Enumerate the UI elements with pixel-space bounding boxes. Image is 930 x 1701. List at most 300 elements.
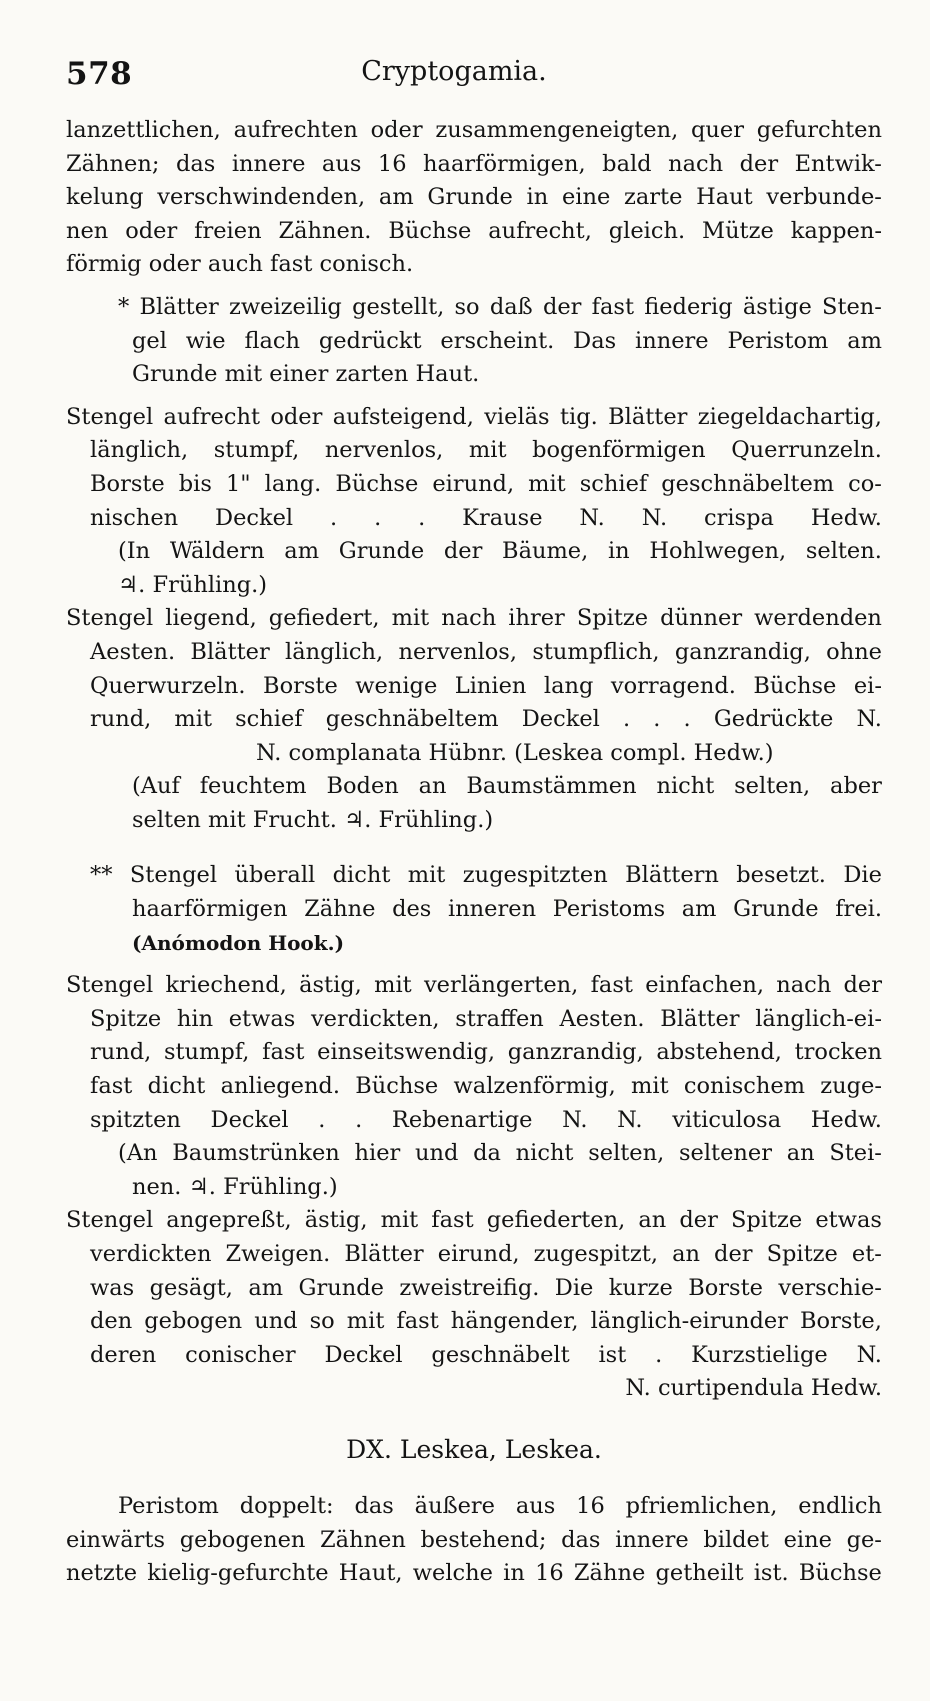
word: am [248,1274,284,1301]
word: netzte [66,1560,138,1587]
word: gebogen [144,1308,243,1335]
word: zugespitzten [462,862,608,889]
word: da [473,1140,501,1167]
word: ästig, [304,1207,368,1234]
word: walzenförmig, [453,1073,616,1100]
word: aus [321,150,362,177]
word: kurze [608,1274,673,1301]
text-line [66,893,882,927]
word: innere [615,1526,689,1553]
word: Stengel [129,862,218,889]
word: seltener [678,1140,772,1167]
word: nicht [515,1140,574,1167]
word: freien [194,217,262,244]
word: Boden [326,773,399,800]
word: kielig-gefurchte [147,1560,329,1587]
word: . [318,1106,326,1133]
text-line [66,291,882,325]
word: bildet [703,1526,769,1553]
word: eine [561,184,611,211]
word: einwärts [66,1526,166,1553]
word: Zähnen. [278,217,372,244]
word: Blätter [344,1241,424,1267]
word: Sten- [822,293,882,320]
word: Grunde [733,896,819,923]
section-heading: DX. Leskea, Leskea. [346,1434,602,1464]
word: pfriemlichen, [625,1492,778,1519]
word: länglich-eirunder [590,1308,788,1335]
word: Deckel [324,1341,403,1368]
word: und [254,1308,298,1335]
word: Spitze [766,1241,838,1267]
word: das [561,1526,601,1553]
word: Zähne [573,1560,646,1587]
word: tig. [559,403,598,430]
word: so [454,293,480,320]
word: verbunde- [766,184,882,211]
word: Aesten. [90,638,176,665]
word: nervenlos, [398,638,518,665]
word: erscheint. [440,327,555,354]
word: einseitswendig, [317,1039,496,1066]
word: nach [441,605,497,632]
word: ihrer [508,605,565,632]
word: verschie- [778,1274,882,1301]
word: Hohlwegen, [649,538,787,565]
word: länglich, [285,638,384,665]
body-text [66,114,882,1591]
word: verdickten [90,1241,212,1267]
text-line [66,325,882,359]
word: das [354,1492,394,1519]
word: gel [132,327,167,354]
word: Deckel [215,504,294,531]
text-line: Grunde mit einer zarten Haut. [132,361,480,388]
text-line [66,401,882,435]
word: dicht [147,1073,206,1100]
word: Rebenartige [391,1106,533,1133]
word: kappen- [790,217,882,244]
word: N. [579,504,605,531]
word: der [843,972,882,999]
word: geschnäbeltem [325,706,499,733]
word: 16 [576,1492,605,1519]
word: fast [591,293,634,320]
word: mit [380,1207,419,1234]
word: lang. [264,470,322,497]
text-line: selten mit Frucht. ♃. Frühling.) [132,806,494,833]
word: Wäldern [169,538,265,565]
word: Stengel [66,403,154,430]
word: hin [176,1005,214,1032]
word: Zweigen. [225,1241,331,1267]
word: ziegeldachartig, [697,403,882,430]
word: fast [90,1073,133,1100]
word: N. [617,1106,643,1133]
word: ästige [742,293,812,320]
word: N. [856,1341,882,1368]
word: aber [830,773,882,800]
word: eirund, [437,1241,520,1267]
word: kelung [66,184,144,211]
word: Zähnen; [66,150,160,177]
word: 16 [377,150,407,177]
text-line [66,1490,882,1524]
word: vorragend. [610,672,736,699]
word: werdenden [754,605,882,632]
word: Kurzstielige [691,1341,828,1368]
text-line [66,535,882,569]
word: hängender, [450,1308,579,1335]
word: gefurchten [756,117,882,143]
word: zweistreifig. [399,1274,540,1301]
word: ei- [853,672,882,699]
word: länglich-ei- [755,1005,882,1032]
word: Stengel [66,605,154,632]
text-line [66,181,882,215]
word: Borste [263,672,338,699]
word: der [443,538,483,565]
word: kriechend, [165,972,287,999]
text-line [66,1137,882,1171]
word: trocken [794,1039,882,1066]
word: Peristom [727,327,829,354]
word: fast [590,972,633,999]
word: Das [573,327,617,354]
word: ist. [753,1560,789,1587]
word: . [683,706,691,733]
text-line: förmig oder auch fast conisch. [66,251,414,278]
word: überall [234,862,316,889]
word: rund, [90,1039,152,1066]
word: ** [90,862,113,889]
word: aus [515,1492,556,1519]
word: angepreßt, [166,1207,292,1234]
word: frei. [835,896,882,923]
word: bogenförmigen [532,437,706,464]
word: Büchse [753,672,837,699]
word: Linien [454,672,527,699]
word: gefiederten, [486,1207,626,1234]
word: mit [407,862,446,889]
word: dünner [660,605,743,632]
word: Büchse [355,1073,439,1100]
word: Spitze [730,1207,803,1234]
word: Grunde [298,1274,384,1301]
word: mit [631,1073,669,1100]
text-line [66,1036,882,1070]
word: . [330,504,338,531]
word: länglich, [90,437,189,464]
word: fast [396,1308,439,1335]
word: wenige [355,672,438,699]
word: Büchse [798,1560,882,1587]
word: bestehend; [420,1526,547,1553]
text-line: N. complanata Hübnr. (Leskea compl. Hedw.) [256,739,774,766]
word: gesägt, [149,1274,233,1301]
word: 16 [535,1560,564,1587]
word: etwas [228,1005,296,1032]
word: anliegend. [220,1073,340,1100]
word: selten, [734,773,811,800]
text-line: (Anómodon Hook.) [132,930,345,955]
word: fiederig [644,293,733,320]
word: so [309,1308,335,1335]
word: den [90,1308,133,1335]
word: crispa [704,504,774,531]
word: nischen [90,504,179,531]
word: wie [185,327,226,354]
word: deren [90,1341,157,1368]
word: Peristoms [552,896,666,923]
word: Gedrückte [713,706,834,733]
word: Blätter [608,403,688,430]
word: und [415,1140,459,1167]
word: zarte [624,184,683,211]
word: in [607,538,630,565]
word: verlängerten, [423,972,579,999]
word: gleich. [608,217,686,244]
word: Stengel [66,972,154,999]
word: Querwurzeln. [90,672,246,699]
text-line: N. curtipendula Hedw. [625,1375,882,1402]
word: der [714,1241,753,1267]
word: ge- [846,1526,882,1553]
text-line [66,148,882,182]
text-line [66,1305,882,1339]
word: besetzt. [736,862,826,889]
word: aufsteigend, [332,403,474,430]
text-line [66,1524,882,1558]
word: an [638,1207,667,1234]
word: getheilt [655,1560,744,1587]
word: et- [851,1241,882,1267]
word: Zähne [304,896,376,923]
word: einfachen, [645,972,764,999]
word: lang [543,672,594,699]
word: endlich [798,1492,882,1519]
word: der [679,1207,718,1234]
word: gestellt, [352,293,445,320]
word: am [847,327,882,354]
word: eine [783,1526,832,1553]
text-line: ♃. Frühling.) [118,571,268,598]
word: innere [231,150,306,177]
word: gefiedert, [268,605,380,632]
text-line: nen. ♃. Frühling.) [132,1173,338,1200]
text-line [66,215,882,249]
word: N. [641,504,668,531]
word: an [418,773,447,800]
word: Haut [696,184,753,211]
word: bis [178,470,212,497]
text-line [66,502,882,536]
word: . [374,504,382,531]
word: Hedw. [810,1106,882,1133]
word: Grunde [338,538,425,565]
word: feuchtem [199,773,307,800]
word: aufrecht, [488,217,592,244]
word: Die [843,862,882,889]
word: Blättern [625,862,719,889]
word: zuge- [820,1073,882,1100]
word: ohne [826,638,882,665]
word: Borste [688,1274,763,1301]
text-line [66,1204,882,1238]
word: Borste, [799,1308,882,1335]
word: nen [66,217,109,244]
word: Stei- [829,1140,882,1167]
word: Blätter [139,293,219,320]
word: zugespitzt, [533,1241,658,1267]
word: am [378,184,414,211]
word: nach [776,972,832,999]
word: stumpf, [213,437,300,464]
text-line [66,1272,882,1306]
word: Büchse [335,470,419,497]
word: gedrückt [318,327,422,354]
text-line [66,114,882,148]
word: oder [125,217,178,244]
word: . [622,706,631,733]
word: 1" [225,470,251,497]
word: (An [118,1140,158,1167]
word: dicht [332,862,391,889]
word: Haut, [338,1560,403,1587]
word: aufrecht [163,403,260,430]
word: abstehend, [656,1039,782,1066]
word: hier [354,1140,401,1167]
word: Die [554,1274,594,1301]
word: mit [528,470,566,497]
word: eirund, [432,470,515,497]
word: am [681,896,717,923]
word: schief [579,470,648,497]
word: inneren [448,896,537,923]
word: (Auf [132,773,180,800]
word: Spitze [576,605,649,632]
word: flach [244,327,300,354]
word: verdickten, [310,1005,440,1032]
text-line [66,1003,882,1037]
word: . [418,504,426,531]
word: mit [391,605,430,632]
word: Mütze [702,217,774,244]
word: co- [848,470,882,497]
word: Bäume, [502,538,589,565]
word: welche [412,1560,493,1587]
word: Grunde [427,184,513,211]
word: oder [370,117,423,143]
word: doppelt: [239,1492,334,1519]
word: nicht [656,773,715,800]
word: straffen [455,1005,544,1032]
word: am [284,538,320,565]
word: fast [431,1207,474,1234]
word: aufrechten [233,117,358,143]
word: das [175,150,216,177]
text-line [66,1104,882,1138]
word: mit [174,706,212,733]
word: bald [602,150,652,177]
word: in [526,184,549,211]
word: nervenlos, [324,437,444,464]
word: stumpflich, [532,638,660,665]
word: Borste [90,470,165,497]
word: conischer [185,1341,296,1368]
word: mit [346,1308,385,1335]
word: ganzrandig, [674,638,811,665]
word: fast [262,1039,305,1066]
word: Stengel [66,1207,154,1234]
word: . [653,706,661,733]
word: Spitze [90,1005,162,1032]
word: der [542,293,582,320]
word: der [739,150,779,177]
text-line [66,1070,882,1104]
running-head: Cryptogamia. [361,56,547,87]
word: * [118,293,130,320]
word: Blätter [190,638,270,665]
word: äußere [414,1492,495,1519]
word: was [90,1274,135,1301]
word: Deckel [210,1106,289,1133]
word: mit [374,972,412,999]
text-line [66,969,882,1003]
text-line [66,636,882,670]
word: N. [856,706,882,733]
page-number: 578 [66,56,133,92]
word: zweizeilig [229,293,342,320]
word: an [672,1241,700,1267]
word: Querrunzeln. [731,437,882,464]
word: Baumstämmen [466,773,637,800]
word: Büchse [388,217,472,244]
word: selten. [805,538,882,565]
word: ganzrandig, [507,1039,644,1066]
word: verschwindenden, [157,184,366,211]
page-header [66,56,882,96]
word: etwas [815,1207,882,1234]
word: rund, [90,706,152,733]
word: gebogenen [179,1526,306,1553]
word: spitzten [90,1106,181,1133]
word: viticulosa [672,1106,782,1133]
word: daß [489,293,533,320]
word: quer [691,117,744,143]
text-line [66,1238,882,1272]
word: Blätter [660,1005,740,1032]
word: an [786,1140,815,1167]
word: oder [270,403,323,430]
word: Krause [462,504,543,531]
word: Deckel [521,706,600,733]
word: haarförmigen, [423,150,586,177]
word: zusammengeneigten, [435,117,679,143]
word: Aesten. [559,1005,645,1032]
text-line [66,703,882,737]
word: nach [668,150,724,177]
word: . [655,1341,663,1368]
word: selten, [588,1140,665,1167]
word: mit [468,437,507,464]
text-line [66,1339,882,1373]
word: . [355,1106,363,1133]
word: geschnäbeltem [661,470,835,497]
word: (In [118,538,151,565]
word: schief [235,706,303,733]
text-line [66,770,882,804]
